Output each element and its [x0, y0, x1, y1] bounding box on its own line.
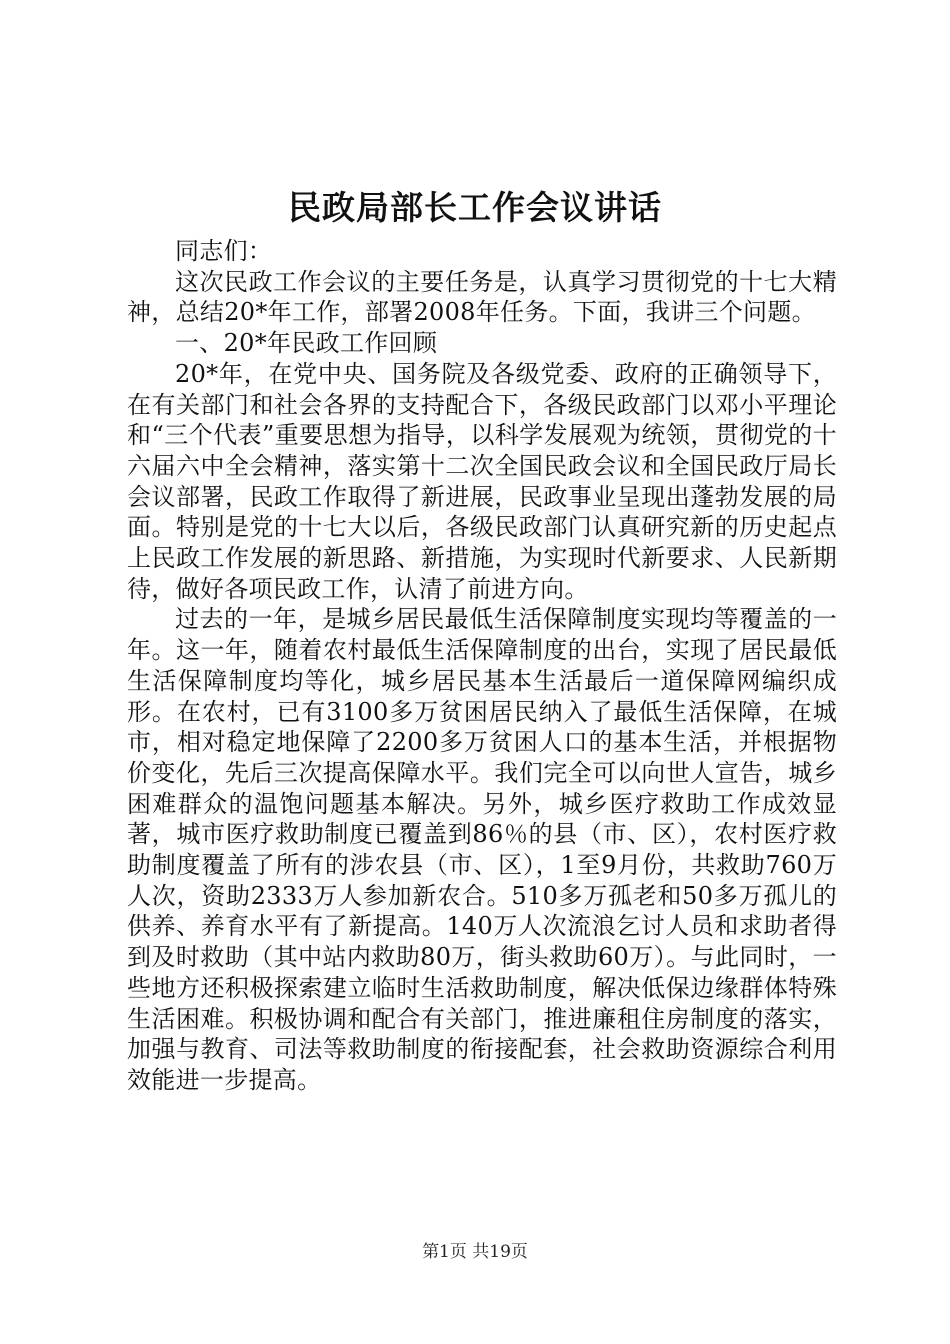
section-heading: 一、20*年民政工作回顾 [175, 329, 438, 358]
page-number-footer: 第1页 共19页 [422, 1242, 528, 1262]
document-body [127, 236, 837, 1096]
salutation-paragraph: 同志们： [175, 237, 273, 265]
achievement-paragraph: 过去的一年，是城乡居民最低生活保障制度实现均等覆盖的一年。这一年，随着农村最低生活保障制度的出台，实现了居民最低生活保障制度均等化，城乡居民基本生活最后一道保障网编织成形。在农村，已有3100多万贫困居民纳入了最低生活保障，在城市，相对稳定地保障了2200多万贫困人口的基本生活，并根据物价变化，先后三次提高保障水平。我们完全可以向世人宣告，城乡困难群众的温饱问题基本解决。另外，城乡医疗救助工作成效显著，城市医疗救助制度已覆盖到86％的县（市、区），农村医疗救助制度覆盖了所有的涉农县（市、区），1至9月份，共救助760万人次，资助2333万人参加新农合。510多万孤老和50多万孤儿的供养、养育水平有了新提高。140万人次流浪乞讨人员和求助者得到及时救助（其中站内救助80万，街头救助60万）。与此同时，一些地方还积极探索建立临时生活救助制度，解决低保边缘群体特殊生活困难。积极协调和配合有关部门，推进廉租住房制度的落实，加强与教育、司法等救助制度的衔接配套，社会救助资源综合利用效能进一步提高。 [127, 605, 837, 1094]
document-title: 民政局部长工作会议讲话 [288, 188, 662, 227]
intro-paragraph: 这次民政工作会议的主要任务是，认真学习贯彻党的十七大精神，总结20*年工作，部署2008年任务。下面，我讲三个问题。 [127, 267, 837, 327]
review-paragraph: 20*年，在党中央、国务院及各级党委、政府的正确领导下，在有关部门和社会各界的支持配合下，各级民政部门以邓小平理论和“三个代表”重要思想为指导，以科学发展观为统领，贯彻党的十六届六中全会精神，落实第十二次全国民政会议和全国民政厅局长会议部署，民政工作取得了新进展，民政事业呈现出蓬勃发展的局面。特别是党的十七大以后，各级民政部门认真研究新的历史起点上民政工作发展的新思路、新措施，为实现时代新要求、人民新期待，做好各项民政工作，认清了前进方向。 [127, 359, 837, 603]
